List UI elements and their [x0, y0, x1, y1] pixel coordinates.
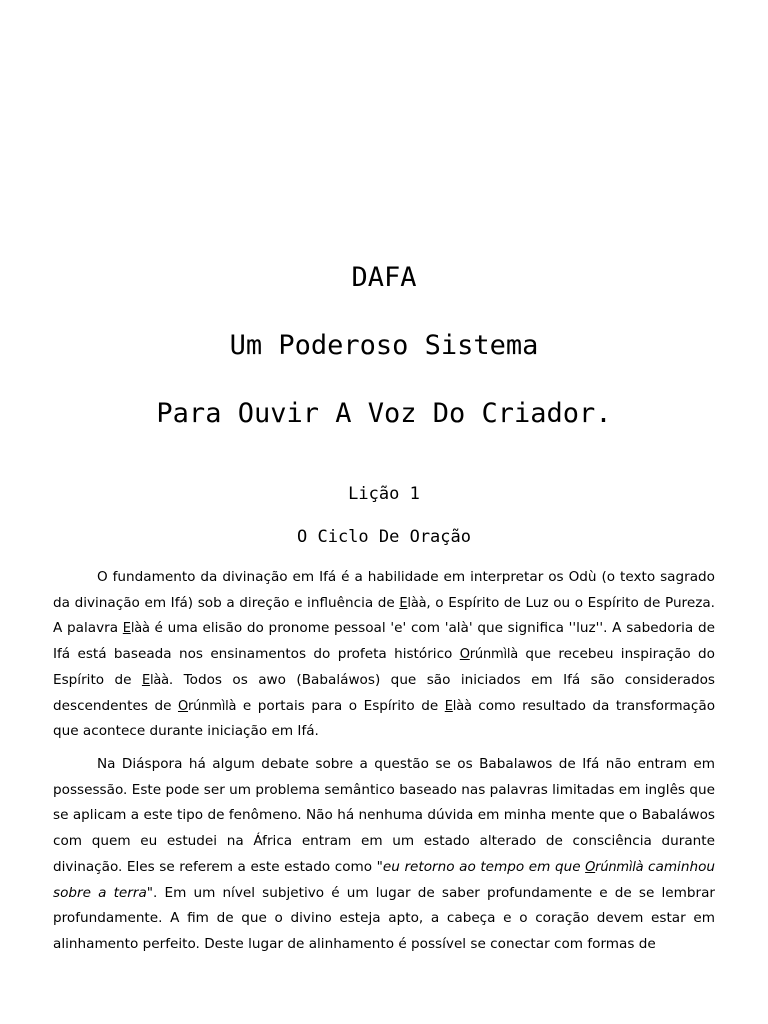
yoruba-word-ela: [142, 673, 169, 688]
paragraph-text: [53, 565, 715, 745]
text-run: é uma elisão do pronome pessoal 'e' com 'alà' que significa ''luz''. A sabedoria de Ifá está baseada nos ensinamentos do profeta histórico: [53, 620, 715, 663]
yoruba-word-ela: [399, 596, 426, 611]
text-run: e portais para o Espírito de: [236, 697, 445, 714]
body-paragraph-1: [53, 565, 715, 745]
word-rest: rúnmìlà: [469, 647, 519, 663]
text-run: . Em um nível subjetivo é um lugar de saber profundamente e de se lembrar profundamente. A fim de que o divino esteja apto, a cabeça e o coração devem estar em alinhamento perfeito. Deste lugar de alinhamento é possível se conectar com formas de: [53, 884, 716, 952]
quote-end: caminhou sobre a terra": [53, 858, 715, 901]
quote-start: "eu retorno ao tempo em que: [376, 858, 586, 875]
text-run: como resultado da transformação que acontece durante iniciação em Ifá.: [53, 697, 716, 740]
word-rest: rúnmìlà: [595, 859, 644, 875]
yoruba-word-ela: [123, 621, 150, 636]
document-title: DAFA: [351, 262, 417, 293]
yoruba-word-orunmila: [460, 647, 518, 662]
word-rest: làà: [407, 595, 427, 611]
lesson-number-heading: Lição 1: [348, 484, 420, 504]
text-run: Na Diáspora há algum debate sobre a questão se os Babalawos de Ifá não entram em possessão. Este pode ser um problema semântico baseado nas palavras limitadas em inglês que se aplicam a este tipo de fenômeno. Não há nenhuma dúvida em minha mente que o Babaláwos com quem eu estudei na África entram em um estado alterado de consciência durante divinação. Eles se referem a este estado como: [53, 756, 715, 875]
underlined-letter: O: [459, 647, 470, 663]
text-run: O fundamento da divinação em Ifá é a habilidade em interpretar os Odù (o texto sagrado da divinação em Ifá) sob a direção e influência de: [53, 569, 715, 611]
underlined-letter: E: [141, 672, 150, 688]
word-rest: làà: [130, 621, 150, 637]
word-rest: làà: [452, 698, 472, 714]
word-rest: rúnmìlà: [188, 698, 237, 714]
underlined-letter: E: [444, 698, 453, 714]
underlined-letter: O: [177, 698, 189, 714]
underlined-letter: E: [399, 595, 408, 611]
text-run: , o Espírito de Luz ou o Espírito de Pureza. A palavra: [53, 594, 715, 637]
yoruba-word-orunmila: [585, 860, 643, 875]
lesson-title-heading: O Ciclo De Oração: [297, 527, 471, 547]
text-run: . Todos os awo (Babaláwos) que são iniciados em Ifá são considerados descendentes de: [53, 671, 715, 714]
document-subtitle-line-2: Para Ouvir A Voz Do Criador.: [156, 398, 612, 429]
underlined-letter: O: [585, 859, 596, 875]
body-paragraph-2: [53, 752, 715, 958]
paragraph-text: [53, 752, 715, 958]
underlined-letter: E: [122, 621, 131, 637]
document-subtitle-line-1: Um Poderoso Sistema: [229, 330, 539, 361]
word-rest: làà: [149, 672, 169, 688]
text-run: que recebeu inspiração do Espírito de: [53, 646, 716, 688]
yoruba-word-ela: [445, 699, 472, 714]
yoruba-word-orunmila: [178, 699, 236, 714]
